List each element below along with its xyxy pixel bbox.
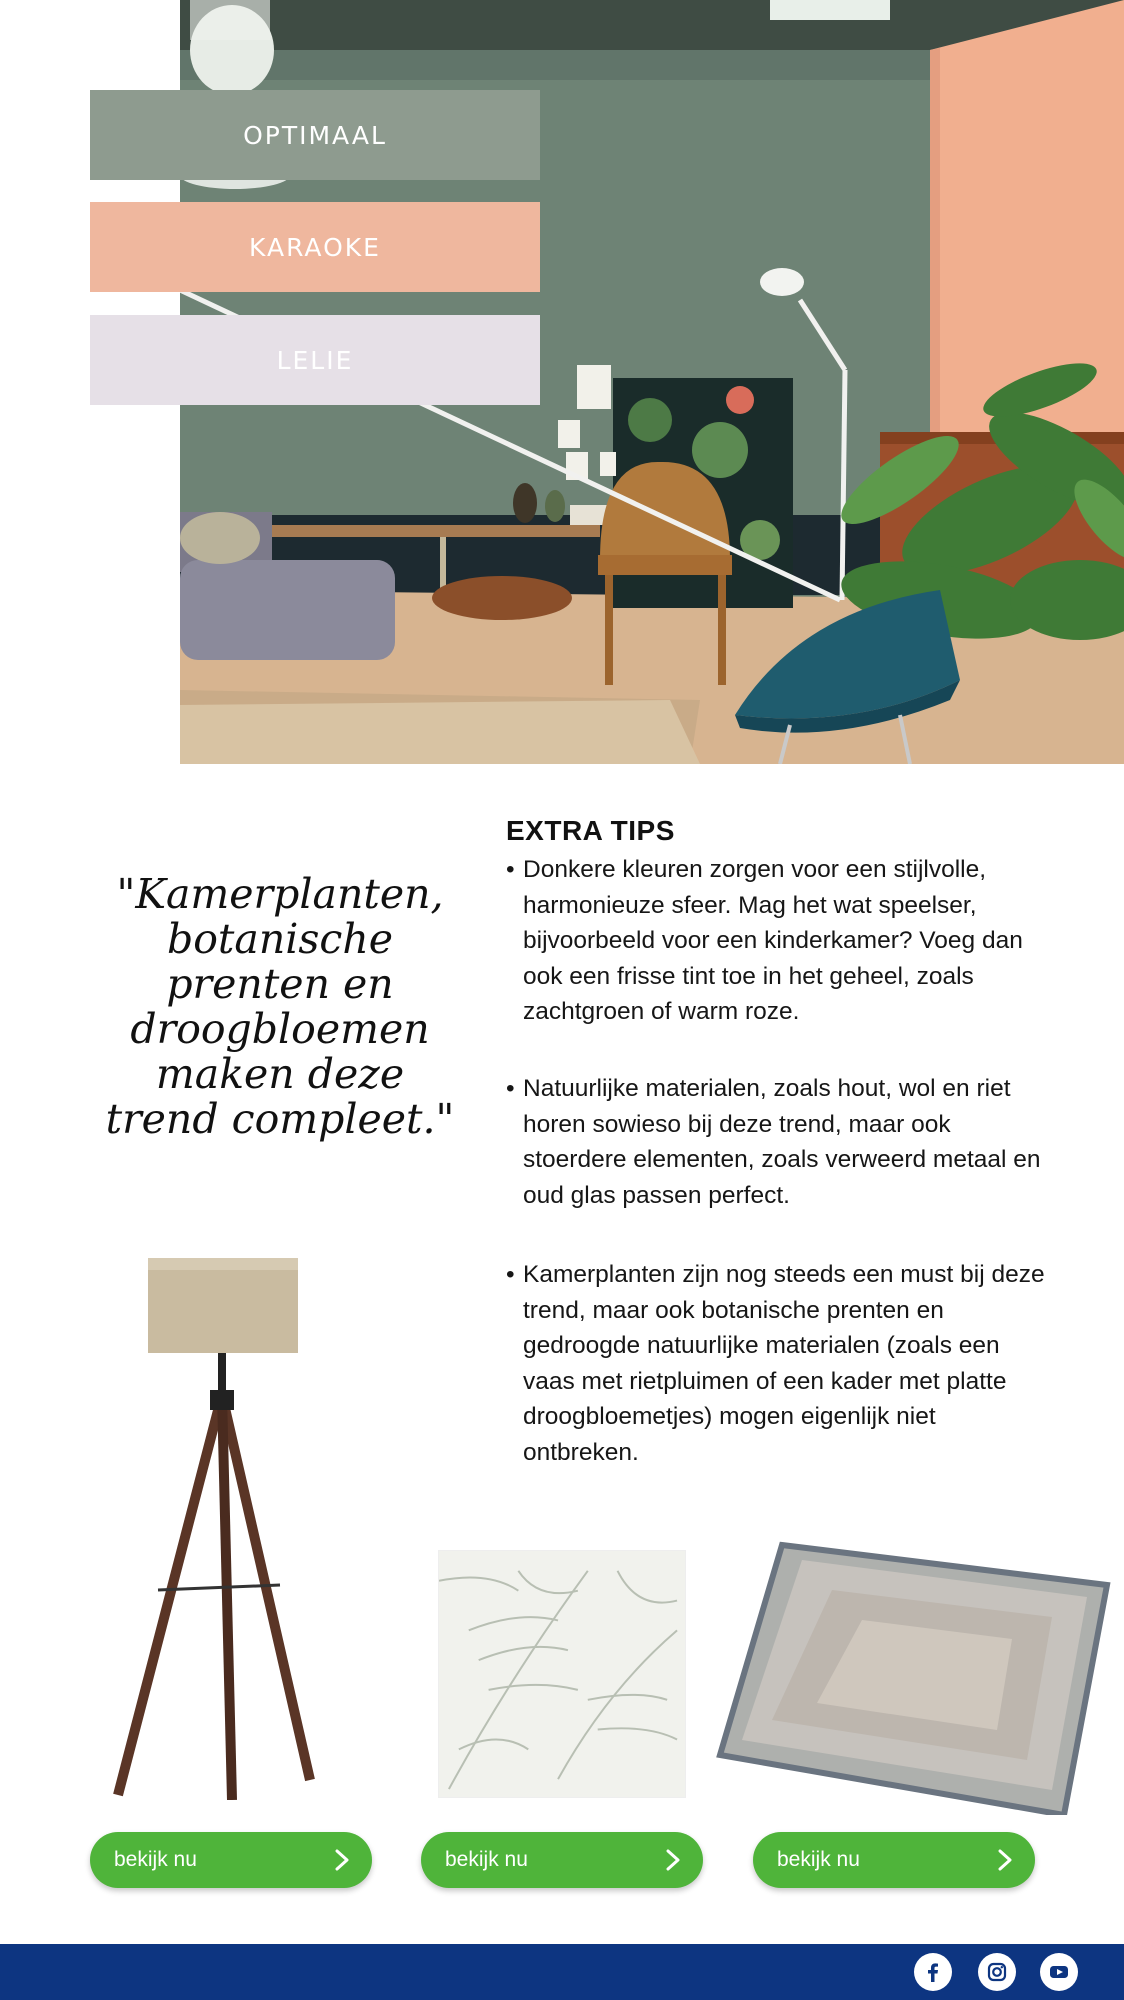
instagram-icon[interactable] <box>978 1953 1016 1991</box>
facebook-icon[interactable] <box>914 1953 952 1991</box>
swatch-lelie <box>90 315 540 405</box>
swatch-karaoke <box>90 202 540 292</box>
youtube-icon[interactable] <box>1040 1953 1078 1991</box>
chevron-right-icon <box>665 1849 681 1871</box>
swatch-label: KARAOKE <box>249 232 381 262</box>
tip-item: • Natuurlijke materialen, zoals hout, wol en riet horen sowieso bij deze trend, maar ook stoerdere elementen, zoals verweerd metaal en oud glas passen perfect. <box>506 1071 1046 1213</box>
vintage-rug-image[interactable] <box>712 1535 1112 1815</box>
swatch-optimaal <box>90 90 540 180</box>
leaf-wallpaper-image[interactable] <box>438 1550 686 1798</box>
chevron-right-icon <box>334 1849 350 1871</box>
cta-label: bekijk nu <box>777 1848 860 1871</box>
swatch-label: OPTIMAAL <box>243 120 387 150</box>
bekijk-nu-button-wallpaper[interactable] <box>421 1832 703 1888</box>
tip-item: • Donkere kleuren zorgen voor een stijlvolle, harmonieuze sfeer. Mag het wat speelser, bijvoorbeeld voor een kinderkamer? Voeg dan ook een frisse tint toe in het geheel, zoals zachtgroen of warm roze. <box>506 852 1046 1030</box>
footer-bar <box>0 1944 1124 2000</box>
bekijk-nu-button-rug[interactable] <box>753 1832 1035 1888</box>
handwritten-quote: "Kamerplanten, botanische prenten en droogbloemen maken deze trend compleet." <box>105 870 455 1143</box>
tripod-floor-lamp-image[interactable] <box>100 1250 340 1800</box>
chevron-right-icon <box>997 1849 1013 1871</box>
bekijk-nu-button-lamp[interactable] <box>90 1832 372 1888</box>
swatch-label: LELIE <box>276 345 354 375</box>
cta-label: bekijk nu <box>445 1848 528 1871</box>
tips-title: EXTRA TIPS <box>506 815 675 846</box>
cta-label: bekijk nu <box>114 1848 197 1871</box>
tip-item: • Kamerplanten zijn nog steeds een must bij deze trend, maar ook botanische prenten en gedroogde natuurlijke materialen (zoals een vaas met rietpluimen of een kader met platte droogbloemetjes) mogen eigenlijk niet ontbreken. <box>506 1257 1046 1470</box>
